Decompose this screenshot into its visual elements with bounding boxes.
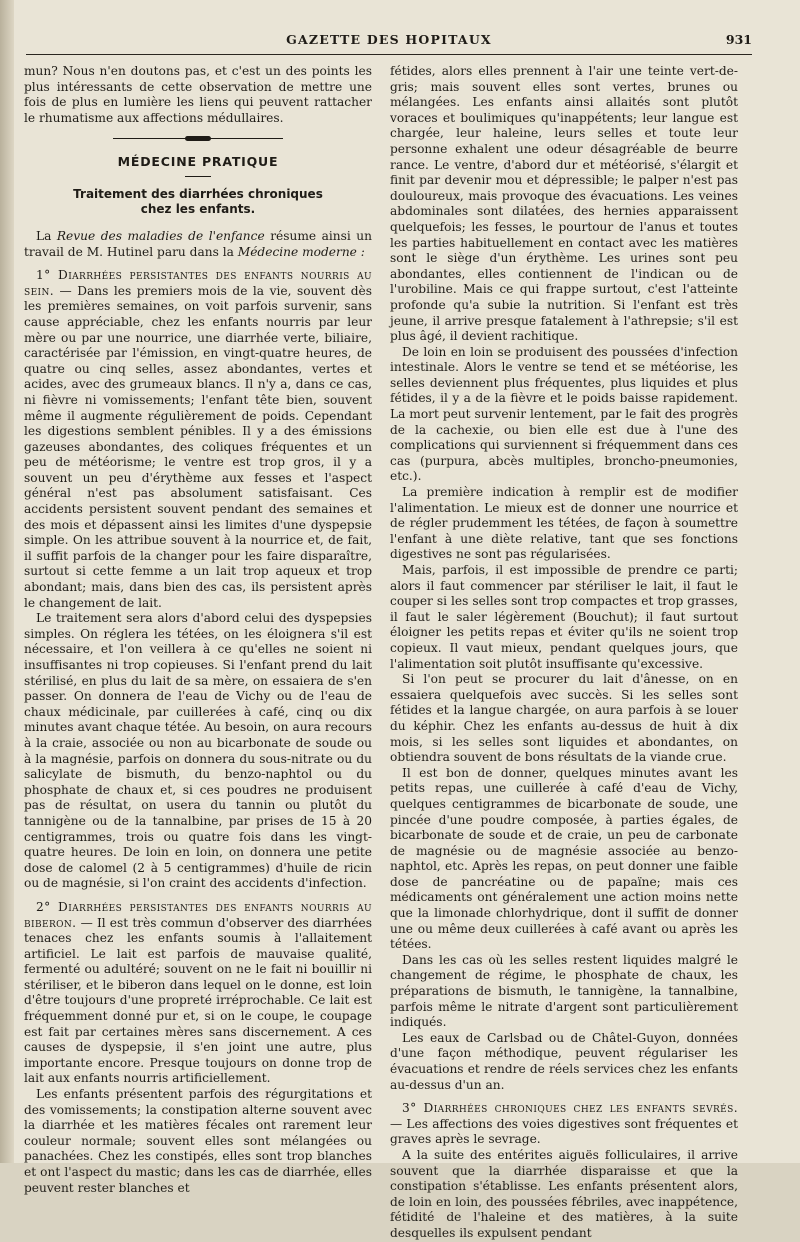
intro-journal: Médecine moderne : xyxy=(237,244,365,259)
article-title-line-2: chez les enfants. xyxy=(140,201,256,216)
right-paragraph-7: Dans les cas où les selles restent liquides malgré le changement de régime, le phosphate de chaux, les préparations de bismuth, le tannigène, la tannalbine, parfois même le nitrate d'argent sont particulièrement indiqués. xyxy=(390,952,738,1030)
intro-source: Revue des maladies de l'enfance xyxy=(56,228,265,243)
journal-title: GAZETTE DES HOPITAUX xyxy=(286,32,492,47)
right-paragraph-4: Mais, parfois, il est impossible de prendre ce parti; alors il faut commencer par stériliser le lait, il faut le couper si les selles sont trop compactes et trop grasses, il faut le saler légèrement (Bouchut); il faut surtout éloigner les petits repas et éviter qu'ils ne soient trop copieux. Il vaut mieux, pendant quelques jours, que l'alimentation soit plutôt insuffisante qu'excessive. xyxy=(390,563,738,671)
right-paragraph-8: Les eaux de Carlsbad ou de Châtel-Guyon, données d'une façon méthodique, peuvent régulariser les évacuations et rendre de réels services chez les enfants au-dessus d'un an. xyxy=(390,1030,738,1092)
right-paragraph-2: De loin en loin se produisent des poussées d'infection intestinale. Alors le ventre se tend et se météorise, les selles deviennent plus fréquentes, plus liquides et plus fétides, il y a de la fièvre et le poids baisse rapidement. La mort peut survenir lentement, par le fait des progrès de la cachexie, ou bien elle est due à l'une des complications qui surviennent si fréquemment dans ces cas (purpura, abcès multiples, broncho-pneumonies, etc.). xyxy=(390,344,738,484)
section-1-paragraph-1 xyxy=(24,268,372,611)
section-1-text-1: — Dans les premiers mois de la vie, souvent dès les premières semaines, on voit parfois survenir, sans cause appréciable, chez les enfants nourris par leur mère ou par une nourrice, une diarrhée verte, biliaire, caractérisée par l'émission, en vingt-quatre heures, de quatre ou cinq selles, assez abondantes, vertes et acides, avec des grumeaux blancs. Il n'y a, dans ce cas, ni fièvre ni vomissements; l'enfant tête bien, souvent même il augmente régulièrement de poids. Cependant les digestions semblent pénibles. Il y a des émissions gazeuses abondantes, des coliques fréquentes et un peu de météorisme; le ventre est trop gros, il y a souvent un peu d'érythème aux fesses et l'aspect général n'est pas absolument satisfaisant. Ces accidents persistent souvent pendant des semaines et des mois et dépassent ainsi les limites d'une dyspepsie simple. On les attribue souvent à la nourrice et, de fait, il suffit parfois de la changer pour les faire disparaître, surtout si cette femme a un lait trop aqueux et trop abondant; mais, dans bien des cas, ils persistent après le changement de lait. xyxy=(24,283,372,610)
section-3-text-1: — Les affections des voies digestives sont fréquentes et graves après le sevrage. xyxy=(390,1116,738,1147)
right-column xyxy=(390,64,738,1242)
intro-text-b: résume ainsi un travail de M. Hutinel paru dans la xyxy=(24,228,373,259)
section-3-heading: 3° Diarrhées chroniques chez les enfants sevrés. xyxy=(402,1101,738,1116)
continued-paragraph: mun? Nous n'en doutons pas, et c'est un des points les plus intéressants de cette observation de mettre une fois de plus en lumière les liens qui peuvent rattacher le rhumatisme aux affections médullaires. xyxy=(24,64,372,125)
section-1-paragraph-2: Le traitement sera alors d'abord celui des dyspepsies simples. On réglera les tétées, on les éloignera s'il est nécessaire, et l'on veillera à ce qu'elles ne soient ni insuffisantes ni trop copieuses. Si l'enfant prend du lait stérilisé, en plus du lait de sa mère, on essaiera de s'en passer. On donnera de l'eau de Vichy ou de l'eau de chaux médicinale, par cuillerées à café, cinq ou dix minutes avant chaque tétée. Au besoin, on aura recours à la craie, associée ou non au bicarbonate de soude ou à la magnésie, parfois on donnera du sous-nitrate ou du salicylate de bismuth, du benzo-naphtol ou du phosphate de chaux et, si ces poudres ne produisent pas de résultat, on usera du tannin ou plutôt du tannigène ou de la tannalbine, par prises de 15 à 20 centigrammes, trois ou quatre fois dans les vingt-quatre heures. De loin en loin, on donnera une petite dose de calomel (2 à 5 centigrammes) d'huile de ricin ou de magnésie, si l'on craint des accidents d'infection. xyxy=(24,611,372,891)
section-1-heading: 1° Diarrhées persistantes des enfants nourris au sein. xyxy=(24,268,372,298)
right-paragraph-5: Si l'on peut se procurer du lait d'ânesse, on en essaiera quelquefois avec succès. Si les selles sont fétides et la langue chargée, on aura parfois à se louer du képhir. Chez les enfants au-dessus de huit à dix mois, si les selles sont liquides et abondantes, on obtiendra souvent de bons résultats de la viande crue. xyxy=(390,672,738,765)
section-2-heading: 2° Diarrhées persistantes des enfants nourris au biberon. xyxy=(24,899,372,930)
page-binding-edge xyxy=(0,0,14,1163)
right-paragraph-1: fétides, alors elles prennent à l'air une teinte vert-de-gris; mais souvent elles sont vertes, brunes ou mélangées. Les enfants ainsi allaités sont plutôt voraces et boulimiques qu'inappétents; leur langue est chargée, leur haleine, leurs selles et toute leur personne exhalent une odeur désagréable de beurre rance. Le ventre, d'abord dur et météorisé, s'élargit et finit par devenir mou et dépressible; le palper n'est pas douloureux, mais provoque des évacuations. Les veines abdominales sont dilatées, des hernies apparaissent quelquefois; les fesses, le pourtour de l'anus et toutes les parties habituellement en contact avec les matières sont le siège d'un érythème. Les urines sont peu abondantes, elles contiennent de l'indican ou de l'urobiline. Mais ce qui frappe surtout, c'est l'atteinte profonde qu'a subie la nutrition. Si l'enfant est très jeune, il arrive presque fatalement à l'athrepsie; s'il est plus âgé, il devient rachitique. xyxy=(390,64,738,344)
left-column xyxy=(24,64,372,1196)
section-2-paragraph-2: Les enfants présentent parfois des régurgitations et des vomissements; la constipation alterne souvent avec la diarrhée et les matières fécales ont rarement leur couleur normale; souvent elles sont mélangées ou panachées. Chez les constipés, elles sont trop blanches et ont l'aspect du mastic; dans les cas de diarrhée, elles peuvent rester blanches et xyxy=(24,1087,372,1195)
section-3-paragraph-2: A la suite des entérites aiguës folliculaires, il arrive souvent que la diarrhée disparaisse et que la constipation s'établisse. Les enfants présentent alors, de loin en loin, des poussées fébriles, avec inappétence, fétidité de l'haleine et des matières, à la suite desquelles ils expulsent pendant xyxy=(390,1147,738,1240)
intro-text-a: La xyxy=(36,228,57,243)
right-paragraph-6: Il est bon de donner, quelques minutes avant les petits repas, une cuillerée à café d'eau de Vichy, quelques centigrammes de bicarbonate de soude, une pincée d'une poudre composée, à parties égales, de bicarbonate de soude et de craie, un peu de carbonate de magnésie ou de magnésie associée au benzo-naphtol, etc. Après les repas, on peut donner une faible dose de pancréatine ou de papaïne; mais ces médicaments ont généralement une action moins nette que la limonade chlorhydrique, dont il suffit de donner une ou même deux cuillerées à café avant ou après les tétées. xyxy=(390,765,738,952)
title-rule xyxy=(185,176,211,177)
section-2-paragraph-1 xyxy=(24,900,372,1087)
page-header xyxy=(26,32,752,52)
section-3-paragraph-1 xyxy=(390,1101,738,1148)
section-title: MÉDECINE PRATIQUE xyxy=(117,154,279,170)
intro-paragraph xyxy=(24,229,372,260)
page-number: 931 xyxy=(725,32,752,47)
header-rule xyxy=(26,54,752,55)
right-paragraph-3: La première indication à remplir est de modifier l'alimentation. Le mieux est de donner une nourrice et de régler prudemment les tétées, de façon à soumettre l'enfant à une diète relative, tant que ses fonctions digestives ne sont pas régularisées. xyxy=(390,485,738,562)
article-title-line-1: Traitement des diarrhées chroniques xyxy=(73,186,323,201)
article-title xyxy=(24,187,372,217)
section-separator xyxy=(113,136,283,142)
section-2-text-1: — Il est très commun d'observer des diarrhées tenaces chez les enfants soumis à l'allaitement artificiel. Le lait est parfois de mauvaise qualité, fermenté ou adultéré; souvent on ne le fait ni bouillir ni stériliser, et le biberon dans lequel on le donne, est loin d'être toujours d'une propreté irréprochable. Ce lait est fréquemment donné pur et, si on le coupe, le coupage est fait par certaines mères sans discernement. A ces causes de dyspepsie, il s'en joint une autre, plus importante encore. Presque toujours on donne trop de lait aux enfants nourris artificiellement. xyxy=(24,915,372,1086)
